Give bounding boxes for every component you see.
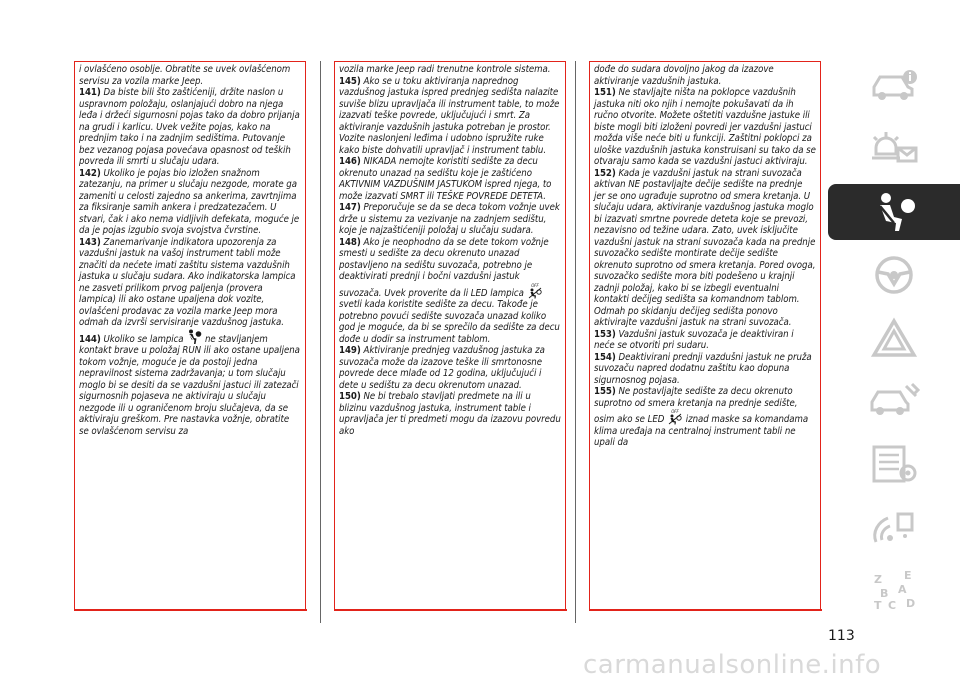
note-147: 147) Preporučuje se da se deca tokom vožnje uvek drže u sistemu za vezivanje na zadnjem sedištu, koje je najzaštićeniji položaj u slučaju sudara. — [339, 202, 560, 236]
index-tab[interactable] — [828, 562, 960, 618]
watermark: carmanualsonline.info — [583, 650, 882, 680]
alphabetical-index-icon — [868, 569, 920, 611]
warning-lights-icon — [868, 128, 920, 170]
index-letter: Z — [874, 573, 882, 586]
note-153: 153) Vazdušni jastuk suvozača je deaktiviran i neće se otvoriti pri sudaru. — [594, 328, 794, 351]
steering-wheel-icon — [868, 254, 920, 296]
off-label: OFF — [530, 282, 539, 288]
car-info-icon — [868, 65, 920, 107]
technical-data-icon — [868, 443, 920, 485]
note-154: 154) Deaktivirani prednji vazdušni jastuk ne pruža suvozaču napred dodatnu zaštitu kao dopuna sigurnosnog pojasa. — [594, 351, 812, 386]
safety-tab[interactable] — [828, 184, 960, 240]
airbag-warning-icon — [186, 329, 202, 345]
note-152: 152) Kada je vazdušni jastuk na strani suvozača aktivan NE postavljajte dečije sedište na prednje jer se ono ugrađuje suprotno od smera kretanja. U slučaju udara, aktiviranje vazdušnog jastuka moglo bi izazvati smrtne povrede deteta koje se prevozi, nezavisno od težine udara. Zato, uvek isključite vazdušni jastuk na strani suvozača kada na prednje suvozačko sedište montirate dečije sedište okrenuto suprotno od smera kretanja. Pored ovoga, suvozačko sedište mora biti podešeno u krajnji zadnji položaj, kako bi se izbegli eventualni kontakti dečijeg sedišta sa komandnom tablom. Odmah po skidanju dečijeg sedišta ponovo aktivirajte vazdušni jastuk na strani suvozača. — [594, 167, 816, 328]
page-number: 113 — [828, 628, 855, 644]
emergency-tab[interactable] — [828, 310, 960, 366]
note-149: 149) Aktiviranje prednjeg vazdušnog jastuka za suvozača može da izazove teške ili smrtonosne povrede dece mlađe od 12 godina, uključujući i dete u sedištu za decu okrenutom unazad. — [339, 345, 545, 391]
note-142: 142) Ukoliko je pojas bio izložen snažnom zatezanju, na primer u slučaju nezgode, morate ga zameniti u celosti zajedno sa ankerima, zavrtnjima za fiksiranje samih ankera i predzatezačem. U stvari, čak i ako nema vidljivih defekata, moguće je da je pojas izgubio svoja svojstva čvrstine. — [79, 167, 300, 236]
index-letter: B — [880, 587, 889, 600]
text-column-3 — [589, 61, 821, 609]
text-column-1 — [74, 61, 306, 609]
note-148: 148) Ako je neophodno da se dete tokom vožnje smesti u sedište za decu okrenuto unazad postavljeno na sedištu suvozača, potrebno je deaktivirati prednji i bočni vazdušni jastuk suvozača. Uvek proverite da li LED lampica OFF svetli kada koristite sedište za decu. Takođe je potrebno povući sedište suvozača unazad koliko god je moguće, da bi se sprečilo da sedište za decu dođe u dodir sa instrument tablom. — [339, 236, 560, 345]
maintenance-tab[interactable] — [828, 373, 960, 429]
index-letter: E — [904, 569, 912, 582]
note-155: 155) Ne postavljajte sedište za decu okrenuto suprotno od smera kretanja na prednje sedište, osim ako se LED OFF iznad maske sa komandama klima uređaja na centralnoj instrument tabli ne upali da — [594, 386, 809, 448]
text-column-2 — [334, 61, 566, 609]
passenger-airbag-off-icon — [527, 283, 543, 299]
index-letter: T — [874, 599, 882, 611]
chapter-tabs — [828, 58, 960, 625]
column-separator — [575, 61, 576, 623]
note-150: 150) Ne bi trebalo stavljati predmete na ili u blizinu vazdušnog jastuka, instrument table i upravljača jer ti predmeti mogu da izazovu povredu ako — [339, 391, 561, 437]
note-141: 141) Da biste bili što zaštićeniji, držite naslon u uspravnom položaju, oslanjajući dobro na njega leđa i držeći sigurnosni pojas tako da dobro prijanja na grudi i karlicu. Uvek vežite pojas, kako na prednjim tako i na zadnjim sedištima. Putovanje bez vezanog pojasa povećava opasnost od teških povreda ili smrti u slučaju udara. — [79, 87, 300, 167]
note-144: 144) Ukoliko se lampica ne stavljanjem kontakt brave u položaj RUN ili ako ostane upaljena tokom vožnje, moguće je da postoji jedna nepravilnost sistema zadržavanja; u tom slučaju moglo bi se desiti da se vazdušni jastuci ili zatezači sigurnosnih pojaseva ne aktiviraju u slučaju nezgode ili u ograničenom broju slučajeva, da se aktiviraju greškom. Pre nastavka vožnje, obratite se ovlašćenom servisu za — [79, 329, 301, 438]
note-146: 146) NIKADA nemojte koristiti sedište za decu okrenuto unazad na sedištu koje je zaštićeno AKTIVNIM VAZDUŠNIM JASTUKOM ispred njega, to može izazvati SMRT ili TEŠKE POVREDE DETETA. — [339, 156, 552, 202]
paragraph-continuation: i ovlašćeno osoblje. Obratite se uvek ovlašćenom servisu za vozila marke Jeep. — [79, 64, 291, 87]
car-info-tab[interactable] — [828, 58, 960, 114]
note-151: 151) Ne stavljajte ništa na poklopce vazdušnih jastuka niti oko njih i nemojte pokušavati da ih ručno otvorite. Možete oštetiti vazdušne jastuke ili biste mogli biti izloženi povredi jer vazdušni jastuci možda više neće biti u funkciji. Zaštitni poklopci za uloške vazdušnih jastuka konstruisani su tako da se otvaraju samo kada se vazdušni jastuci aktiviraju. — [594, 87, 816, 167]
multimedia-icon — [868, 506, 920, 548]
steering-wheel-tab[interactable] — [828, 247, 960, 303]
seat-belt-safety-icon — [868, 191, 920, 233]
index-letter: C — [888, 599, 897, 611]
paragraph-continuation: vozila marke Jeep radi trenutne kontrole sistema. — [339, 64, 551, 75]
paragraph-continuation: dođe do sudara dovoljno jakog da izazove aktiviranje vazdušnih jastuka. — [594, 64, 774, 87]
note-143: 143) Zanemarivanje indikatora upozorenja za vazdušni jastuk na vašoj instrument tabli može značiti da nećete imati zaštitu sistema vazdušnih jastuka u slučaju sudara. Ako indikatorska lampica ne zasveti prilikom prvog paljenja (provera lampica) ili ako ostane upaljena dok vozite, ovlašćeni prodavac za vozila marke Jeep mora odmah da izvrši servisiranje vazdušnog jastuka. — [79, 236, 296, 328]
car-service-icon — [868, 380, 920, 422]
technical-data-tab[interactable] — [828, 436, 960, 492]
dashboard-lights-tab[interactable] — [828, 121, 960, 177]
emergency-triangle-icon — [868, 317, 920, 359]
multimedia-tab[interactable] — [828, 499, 960, 555]
index-letter: A — [898, 583, 907, 596]
column-separator — [320, 61, 321, 623]
off-label: OFF — [671, 409, 679, 414]
note-145: 145) Ako se u toku aktiviranja naprednog vazdušnog jastuka ispred prednjeg sedišta nalazite suviše blizu upravljača ili instrument table, to može izazvati teške povrede, uključujući i smrt. Za aktiviranje vazdušnih jastuka potreban je prostor. Vozite naslonjeni leđima i udobno ispružite ruke kako biste dohvatili upravljač i instrument tablu. — [339, 75, 560, 156]
index-letter: D — [906, 597, 916, 610]
passenger-airbag-off-icon — [667, 409, 683, 425]
